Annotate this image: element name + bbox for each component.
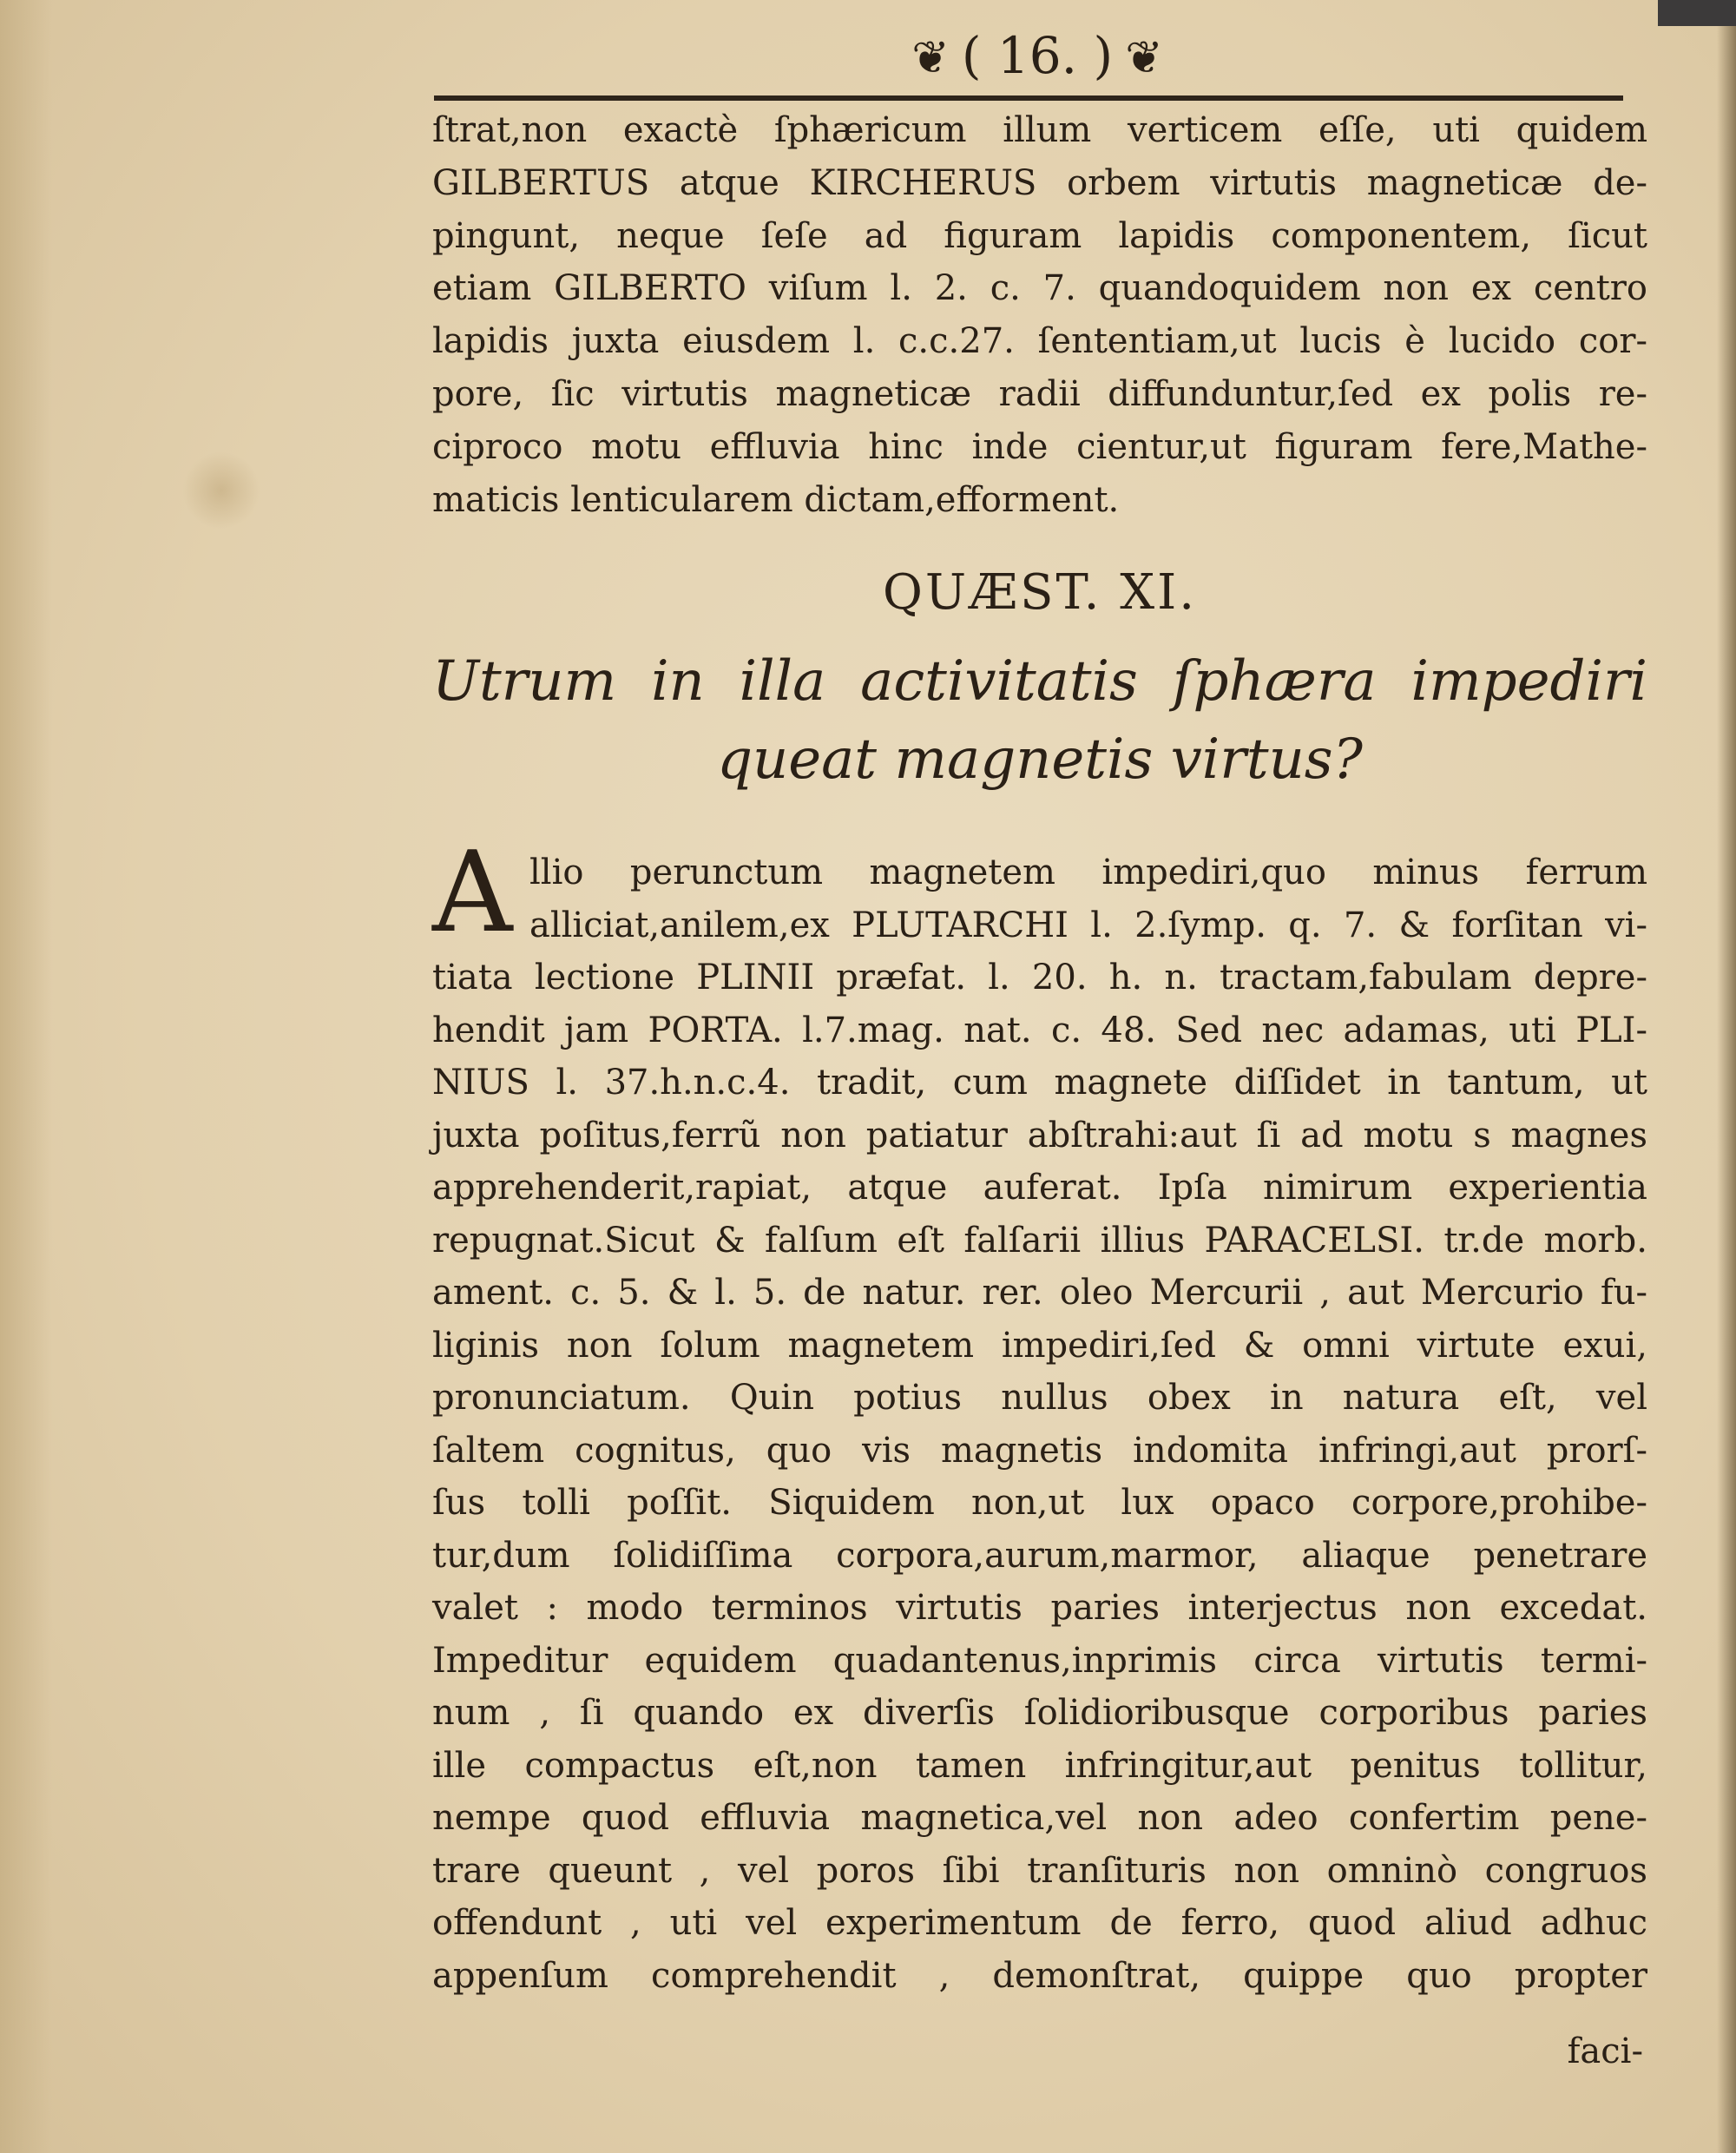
text-line: tur,dum ſolidiſſima corpora,aurum,marmor, aliaque penetrare (432, 1535, 1647, 1576)
text-line: nempe quod effluvia magnetica,vel non adeo confertim pene- (432, 1798, 1647, 1838)
text-line: valet : modo terminos virtutis paries interjectus non excedat. (432, 1588, 1647, 1628)
text-line: ſus tolli poſſit. Siquidem non,ut lux opaco corpore,prohibe- (432, 1483, 1647, 1523)
catchword: faci- (1567, 2031, 1643, 2071)
page-number-line (434, 26, 1641, 85)
text-line: liginis non ſolum magnetem impediri,ſed & omni virtute exui, (432, 1325, 1647, 1366)
text-line: offendunt , uti vel experimentum de ferro, quod aliud adhuc (432, 1903, 1647, 1943)
text-line: lapidis juxta eiusdem l. c.c.27. ſententiam,ut lucis è lucido cor- (432, 321, 1647, 362)
background-corner (1658, 0, 1736, 26)
question-line: Utrum in illa activitatis ſphæra impediri (432, 649, 1647, 714)
section-question (432, 642, 1647, 799)
question-line: queat magnetis virtus? (717, 728, 1363, 792)
text-line: num , ſi quando ex diverſis ſolidioribusque corporibus paries (432, 1693, 1647, 1733)
gutter-shadow (0, 0, 52, 2153)
text-line: maticis lenticularem dictam,efforment. (432, 479, 1120, 520)
section-heading: QUÆST. XI. (882, 564, 1198, 621)
body-paragraph (432, 846, 1647, 2002)
text-line: pore, ſic virtutis magneticæ radii diffunduntur,ſed ex polis re- (432, 373, 1647, 414)
text-line: etiam GILBERTO viſum l. 2. c. 7. quandoquidem non ex centro (432, 268, 1647, 309)
header-rule (434, 95, 1623, 101)
text-line: apprehenderit,rapiat, atque auferat. Ipſa nimirum experientia (432, 1168, 1647, 1208)
text-line: pronunciatum. Quin potius nullus obex in natura eſt, vel (432, 1378, 1647, 1418)
text-line: tiata lectione PLINII præfat. l. 20. h. n. tractam,fabulam depre- (432, 958, 1647, 997)
text-line: hendit jam PORTA. l.7.mag. nat. c. 48. Sed nec adamas, uti PLI- (432, 1010, 1647, 1050)
text-line: juxta poſitus,ferrũ non patiatur abſtrahi:aut ſi ad motu s magnes (432, 1115, 1647, 1156)
page-number: ( 16. ) (961, 26, 1114, 85)
text-line: trare queunt , vel poros ſibi tranſituris non omninò congruos (432, 1850, 1647, 1891)
text-line: NIUS l. 37.h.n.c.4. tradit, cum magnete diſſidet in tantum, ut (432, 1063, 1647, 1103)
page-edge-shadow (1717, 0, 1736, 2153)
paper-stain (182, 451, 260, 530)
text-line: ſtrat,non exactè ſphæricum illum verticem eſſe, uti quidem (432, 110, 1647, 150)
text-line: appenſum comprehendit , demonſtrat, quippe quo propter (432, 1955, 1647, 1996)
text-line: Impeditur equidem quadantenus,inprimis circa virtutis termi- (432, 1640, 1647, 1681)
text-line: repugnat.Sicut & falſum eſt falſarii illius PARACELSI. tr.de morb. (432, 1220, 1647, 1261)
ornament-right-icon: ❦ (1125, 32, 1163, 84)
text-line: ament. c. 5. & l. 5. de natur. rer. oleo Mercurii , aut Mercurio fu- (432, 1273, 1647, 1313)
ornament-left-icon: ❦ (911, 32, 950, 84)
text-line: GILBERTUS atque KIRCHERUS orbem virtutis magneticæ de- (432, 162, 1647, 203)
text-line: ciproco motu effluvia hinc inde cientur,ut figuram fere,Mathe- (432, 426, 1647, 467)
text-line: ſaltem cognitus, quo vis magnetis indomita infringi,aut prorſ- (432, 1430, 1647, 1471)
text-line: alliciat,anilem,ex PLUTARCHI l. 2.ſymp. q. 7. & forſitan vi- (529, 905, 1647, 945)
page-header (434, 17, 1641, 100)
text-line: pingunt, neque ſeſe ad figuram lapidis componentem, ſicut (432, 215, 1647, 256)
drop-cap: A (432, 828, 513, 958)
text-line: llio perunctum magnetem impediri,quo minus ferrum (529, 853, 1647, 892)
intro-text (432, 104, 1647, 526)
text-line: ille compactus eſt,non tamen infringitur,aut penitus tollitur, (432, 1745, 1647, 1786)
